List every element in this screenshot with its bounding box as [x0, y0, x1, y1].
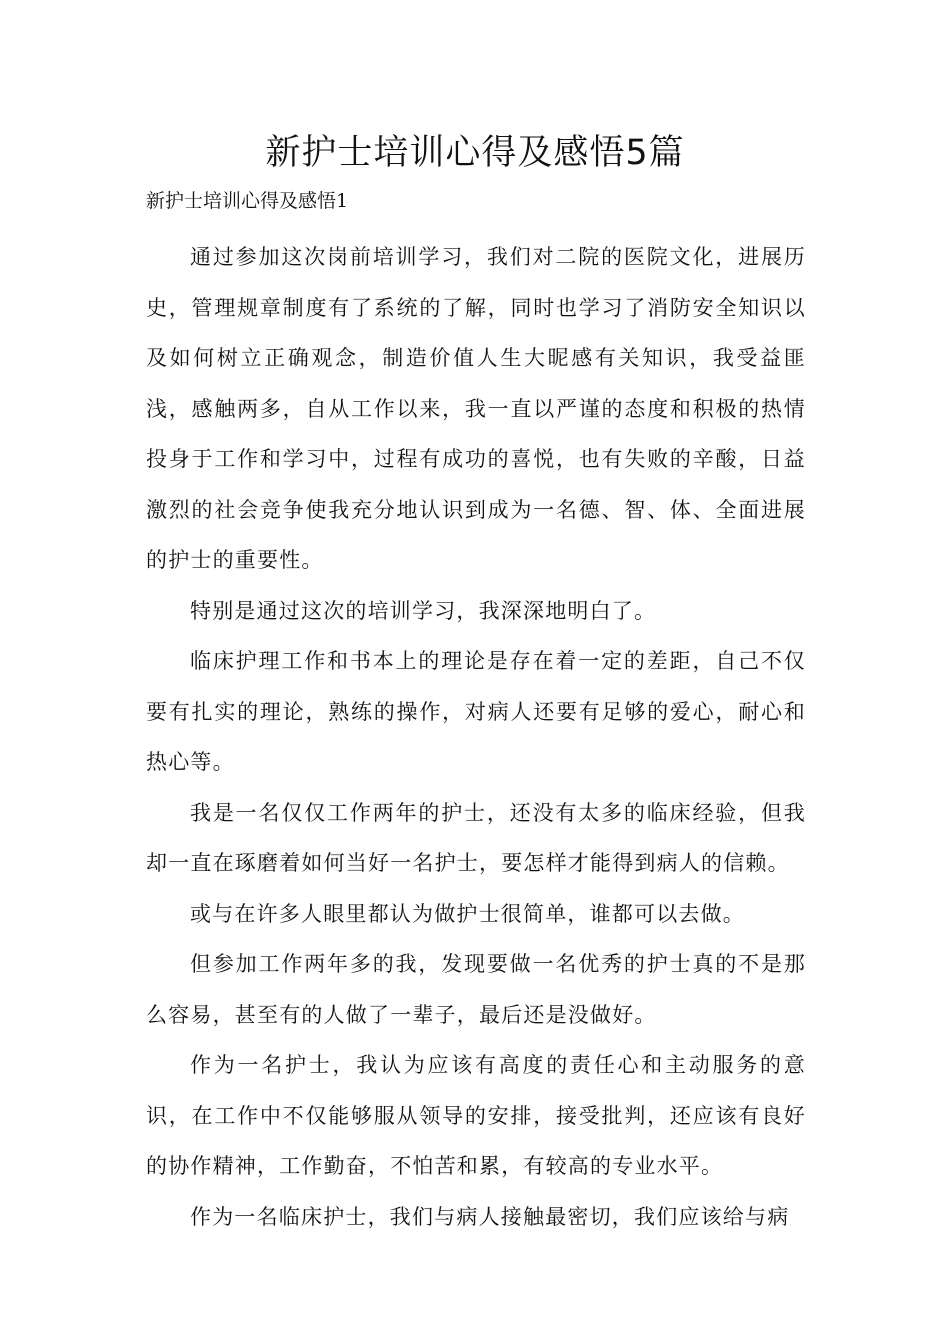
paragraph: 特别是通过这次的培训学习，我深深地明白了。 — [190, 598, 657, 623]
paragraph: 作为一名临床护士，我们与病人接触最密切，我们应该给与病 — [190, 1204, 790, 1229]
paragraph: 或与在许多人眼里都认为做护士很简单，谁都可以去做。 — [190, 901, 745, 926]
paragraph: 通过参加这次岗前培训学习，我们对二院的医院文化，进展历史，管理规章制度有了系统的了解，同时也学习了消防安全知识以及如何树立正确观念，制造价值人生大昵感有关知识，我受益匪浅，感触两多，自从工作以来，我一直以严谨的态度和积极的热情投身于工作和学习中，过程有成功的喜悦，也有失败的辛酸，日益激烈的社会竞争使我充分地认识到成为一名德、智、体、全面进展的护士的重要性。 — [146, 245, 806, 572]
paragraph: 作为一名护士，我认为应该有高度的责任心和主动服务的意识，在工作中不仅能够服从领导的安排，接受批判，还应该有良好的协作精神，工作勤奋，不怕苦和累，有较高的专业水平。 — [146, 1053, 806, 1178]
section-heading: 新护士培训心得及感悟1 — [146, 190, 349, 212]
document-body — [146, 232, 806, 1242]
paragraph: 临床护理工作和书本上的理论是存在着一定的差距，自己不仅要有扎实的理论，熟练的操作，对病人还要有足够的爱心，耐心和热心等。 — [146, 649, 806, 774]
paragraph: 但参加工作两年多的我，发现要做一名优秀的护士真的不是那么容易，甚至有的人做了一辈子，最后还是没做好。 — [146, 952, 806, 1027]
document-title: 新护士培训心得及感悟5篇 — [265, 133, 685, 173]
paragraph: 我是一名仅仅工作两年的护士，还没有太多的临床经验，但我却一直在琢磨着如何当好一名护士，要怎样才能得到病人的信赖。 — [146, 800, 806, 875]
